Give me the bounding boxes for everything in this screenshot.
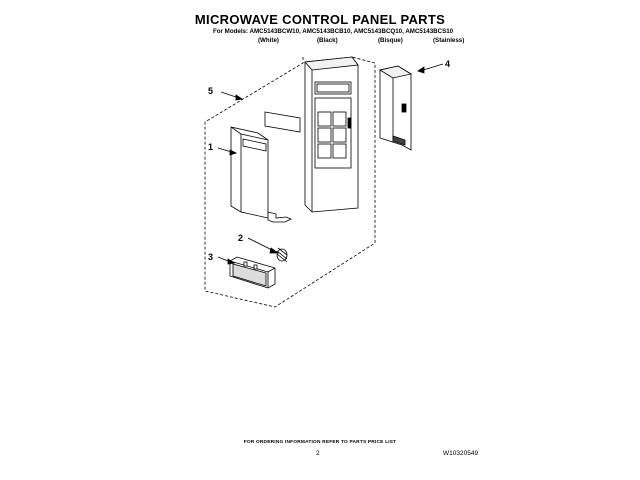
release-button bbox=[230, 257, 275, 288]
page-title: MICROWAVE CONTROL PANEL PARTS bbox=[194, 12, 446, 27]
color-label-stainless: (Stainless) bbox=[433, 37, 465, 44]
callout-1: 1 bbox=[208, 142, 214, 152]
display-window bbox=[265, 112, 300, 132]
document-id: W10320549 bbox=[443, 450, 479, 457]
page-number: 2 bbox=[316, 450, 320, 457]
color-label-black: (Black) bbox=[317, 37, 338, 44]
color-label-white: (White) bbox=[258, 37, 279, 44]
callout-5: 5 bbox=[208, 86, 214, 96]
color-label-bisque: (Bisque) bbox=[378, 37, 403, 44]
control-panel-frame bbox=[305, 57, 358, 212]
membrane-panel bbox=[231, 127, 291, 222]
models-line: For Models: AMC5143BCW10, AMC5143BCB10, AMC5143BCQ10, AMC5143BCS10 bbox=[213, 28, 454, 35]
callout-2: 2 bbox=[238, 233, 244, 243]
side-bracket bbox=[380, 66, 411, 150]
ordering-note: FOR ORDERING INFORMATION REFER TO PARTS PRICE LIST bbox=[243, 440, 397, 445]
callout-4: 4 bbox=[445, 59, 451, 69]
callout-3: 3 bbox=[208, 252, 214, 262]
spring-part bbox=[277, 248, 287, 262]
